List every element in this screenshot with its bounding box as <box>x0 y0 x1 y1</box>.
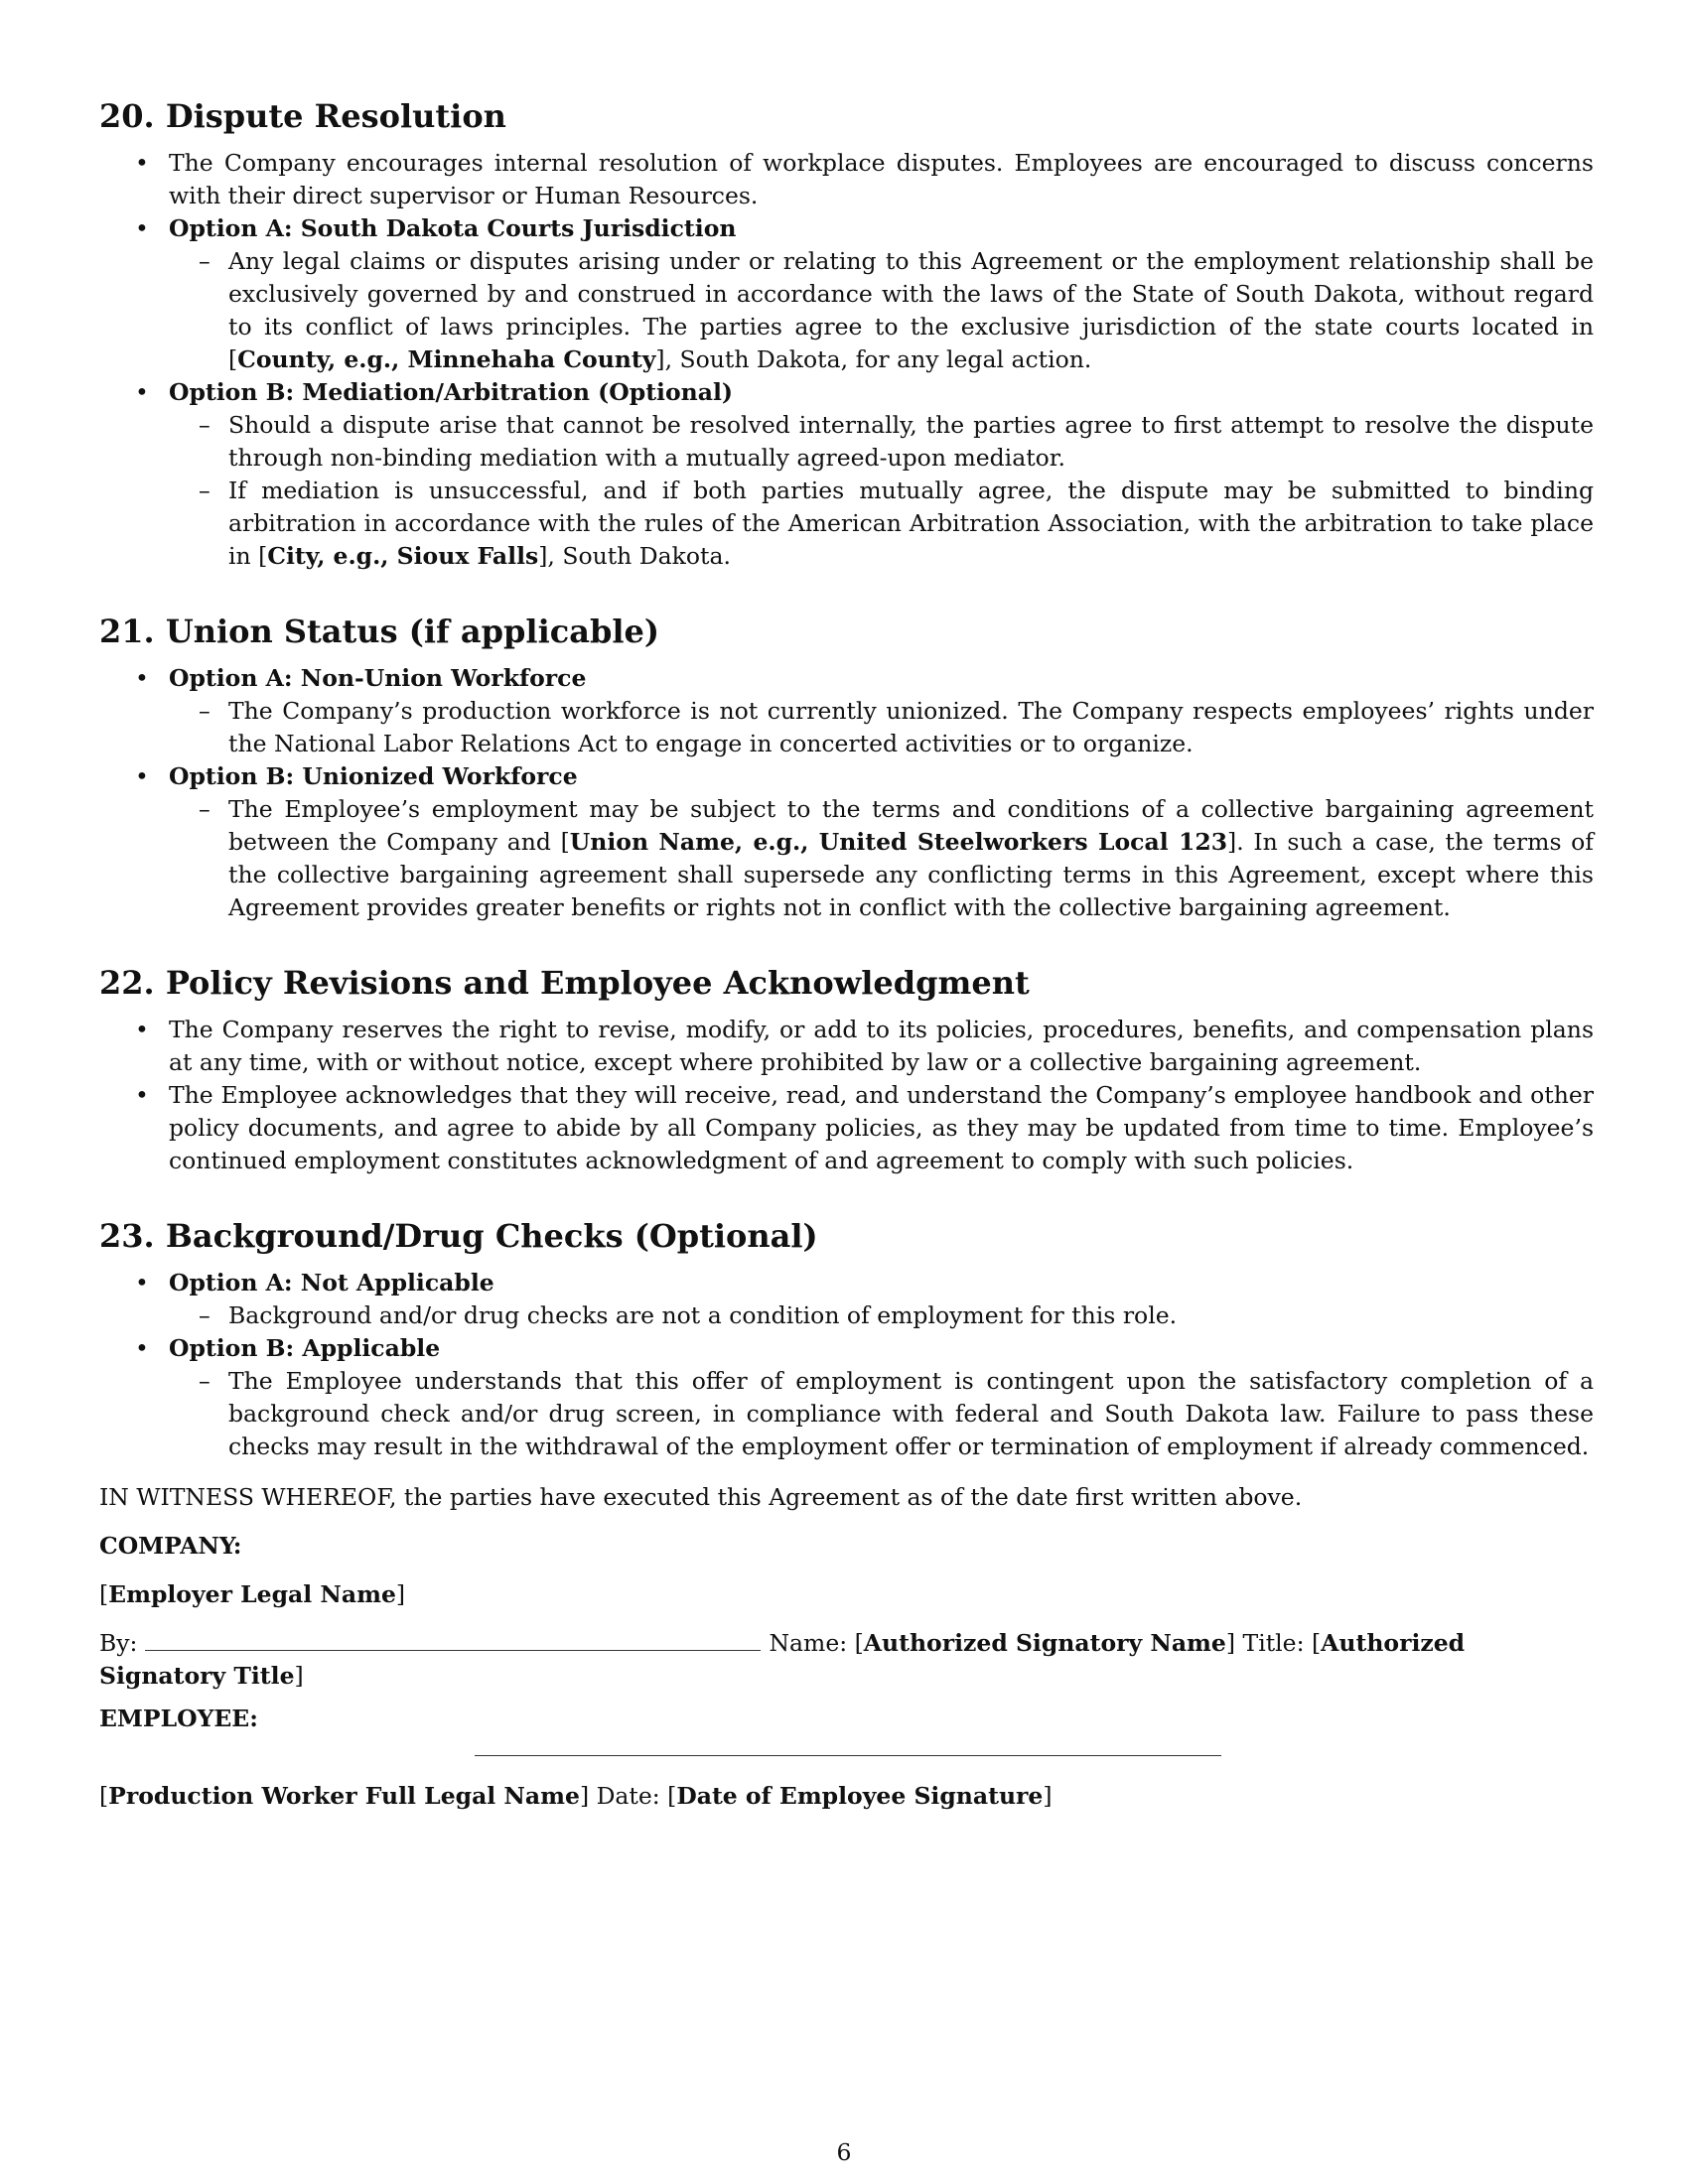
option-label: Option A: Not Applicable <box>169 1269 494 1297</box>
date-label: Date: <box>596 1782 660 1810</box>
section-heading: 21. Union Status (if applicable) <box>99 613 659 650</box>
placeholder-employer-name: Employer Legal Name <box>108 1580 396 1608</box>
name-label: Name: <box>769 1629 848 1657</box>
option-b <box>99 760 1594 924</box>
option-a <box>99 662 1594 760</box>
section-policy-revisions <box>99 962 1594 1177</box>
section-background-checks <box>99 1215 1594 1463</box>
option-label: Option B: Unionized Workforce <box>169 762 578 790</box>
section-heading: 22. Policy Revisions and Employee Acknowledgment <box>99 964 1030 1002</box>
option-b <box>99 376 1594 573</box>
employee-signature-field[interactable] <box>475 1755 1221 1756</box>
placeholder-signature-date: Date of Employee Signature <box>676 1782 1044 1810</box>
placeholder-worker-name: Production Worker Full Legal Name <box>108 1782 580 1810</box>
sub-list-item: – Any legal claims or disputes arising under or relating to this Agreement or the employment relationship shall be exclusively governed by and construed in accordance with the laws of the State of South Dakota, without regard to its conflict of laws principles. The parties agree to the exclusive jurisdiction of the state courts located in [County, e.g., Minnehaha County], South Dakota, for any legal action. <box>169 245 1594 376</box>
bullet-list <box>99 147 1594 573</box>
title-label: Title: <box>1242 1629 1305 1657</box>
sub-list <box>169 409 1594 573</box>
sub-list-item: – If mediation is unsuccessful, and if both parties mutually agree, the dispute may be submitted to binding arbitration in accordance with the rules of the American Arbitration Association, with the arbitration to take place in [City, e.g., Sioux Falls], South Dakota. <box>169 475 1594 573</box>
page-number: 6 <box>836 2138 852 2166</box>
section-union-status <box>99 611 1594 924</box>
option-label: Option A: South Dakota Courts Jurisdiction <box>169 214 737 242</box>
company-signature-line: By: Name: [Authorized Signatory Name] Title: [Authorized Signatory Title] <box>99 1629 1466 1690</box>
option-a <box>99 212 1594 376</box>
bullet-list <box>99 662 1594 924</box>
section-dispute-resolution <box>99 95 1594 573</box>
option-label: Option A: Non-Union Workforce <box>169 664 587 692</box>
sub-list-item: – The Employee understands that this offer of employment is contingent upon the satisfactory completion of a background check and/or drug screen, in compliance with federal and South Dakota law. Failure to pass these checks may result in the withdrawal of the employment offer or termination of employment if already commenced. <box>169 1365 1594 1463</box>
section-heading: 20. Dispute Resolution <box>99 97 506 135</box>
placeholder-signatory-title: Authorized Signatory Title <box>99 1629 1466 1690</box>
placeholder-county: County, e.g., Minnehaha County <box>237 345 656 373</box>
option-label: Option B: Applicable <box>169 1334 441 1362</box>
section-heading: 23. Background/Drug Checks (Optional) <box>99 1217 818 1255</box>
sub-list <box>169 245 1594 376</box>
option-a <box>99 1267 1594 1332</box>
option-label: Option B: Mediation/Arbitration (Optional) <box>169 378 734 406</box>
sub-list <box>169 1365 1594 1463</box>
company-heading: COMPANY: <box>99 1532 242 1560</box>
by-label: By: <box>99 1629 138 1657</box>
list-item: • The Company encourages internal resolution of workplace disputes. Employees are encouraged to discuss concerns with their direct supervisor or Human Resources. <box>99 147 1594 212</box>
witness-clause: IN WITNESS WHEREOF, the parties have executed this Agreement as of the date first written above. <box>99 1483 1303 1511</box>
placeholder-signatory-name: Authorized Signatory Name <box>863 1629 1226 1657</box>
employer-name-line: [Employer Legal Name] <box>99 1580 406 1608</box>
document-page <box>99 95 1594 1829</box>
sub-list <box>169 695 1594 760</box>
sub-list-item: – The Company’s production workforce is not currently unionized. The Company respects employees’ rights under the National Labor Relations Act to engage in concerted activities or to organize. <box>169 695 1594 760</box>
bullet-list <box>99 1267 1594 1463</box>
sub-list-item: – The Employee’s employment may be subject to the terms and conditions of a collective bargaining agreement between the Company and [Union Name, e.g., United Steelworkers Local 123]. In such a case, the terms of the collective bargaining agreement shall supersede any conflicting terms in this Agreement, except where this Agreement provides greater benefits or rights not in conflict with the collective bargaining agreement. <box>169 793 1594 924</box>
employee-heading: EMPLOYEE: <box>99 1705 258 1732</box>
placeholder-city: City, e.g., Sioux Falls <box>267 542 539 570</box>
sub-list-item: – Background and/or drug checks are not a condition of employment for this role. <box>169 1299 1594 1332</box>
list-item: • The Employee acknowledges that they will receive, read, and understand the Company’s employee handbook and other policy documents, and agree to abide by all Company policies, as they may be updated from time to time. Employee’s continued employment constitutes acknowledgment of and agreement to comply with such policies. <box>99 1079 1594 1177</box>
list-item: • The Company reserves the right to revise, modify, or add to its policies, procedures, benefits, and compensation plans at any time, with or without notice, except where prohibited by law or a collective bargaining agreement. <box>99 1014 1594 1079</box>
option-b <box>99 1332 1594 1463</box>
employee-name-line: [Production Worker Full Legal Name] Date: [Date of Employee Signature] <box>99 1782 1053 1810</box>
company-signature-field[interactable] <box>145 1628 761 1651</box>
bullet-list <box>99 1014 1594 1177</box>
sub-list <box>169 793 1594 924</box>
sub-list <box>169 1299 1594 1332</box>
placeholder-union-name: Union Name, e.g., United Steelworkers Local 123 <box>569 828 1228 856</box>
sub-list-item: – Should a dispute arise that cannot be resolved internally, the parties agree to first attempt to resolve the dispute through non-binding mediation with a mutually agreed-upon mediator. <box>169 409 1594 475</box>
